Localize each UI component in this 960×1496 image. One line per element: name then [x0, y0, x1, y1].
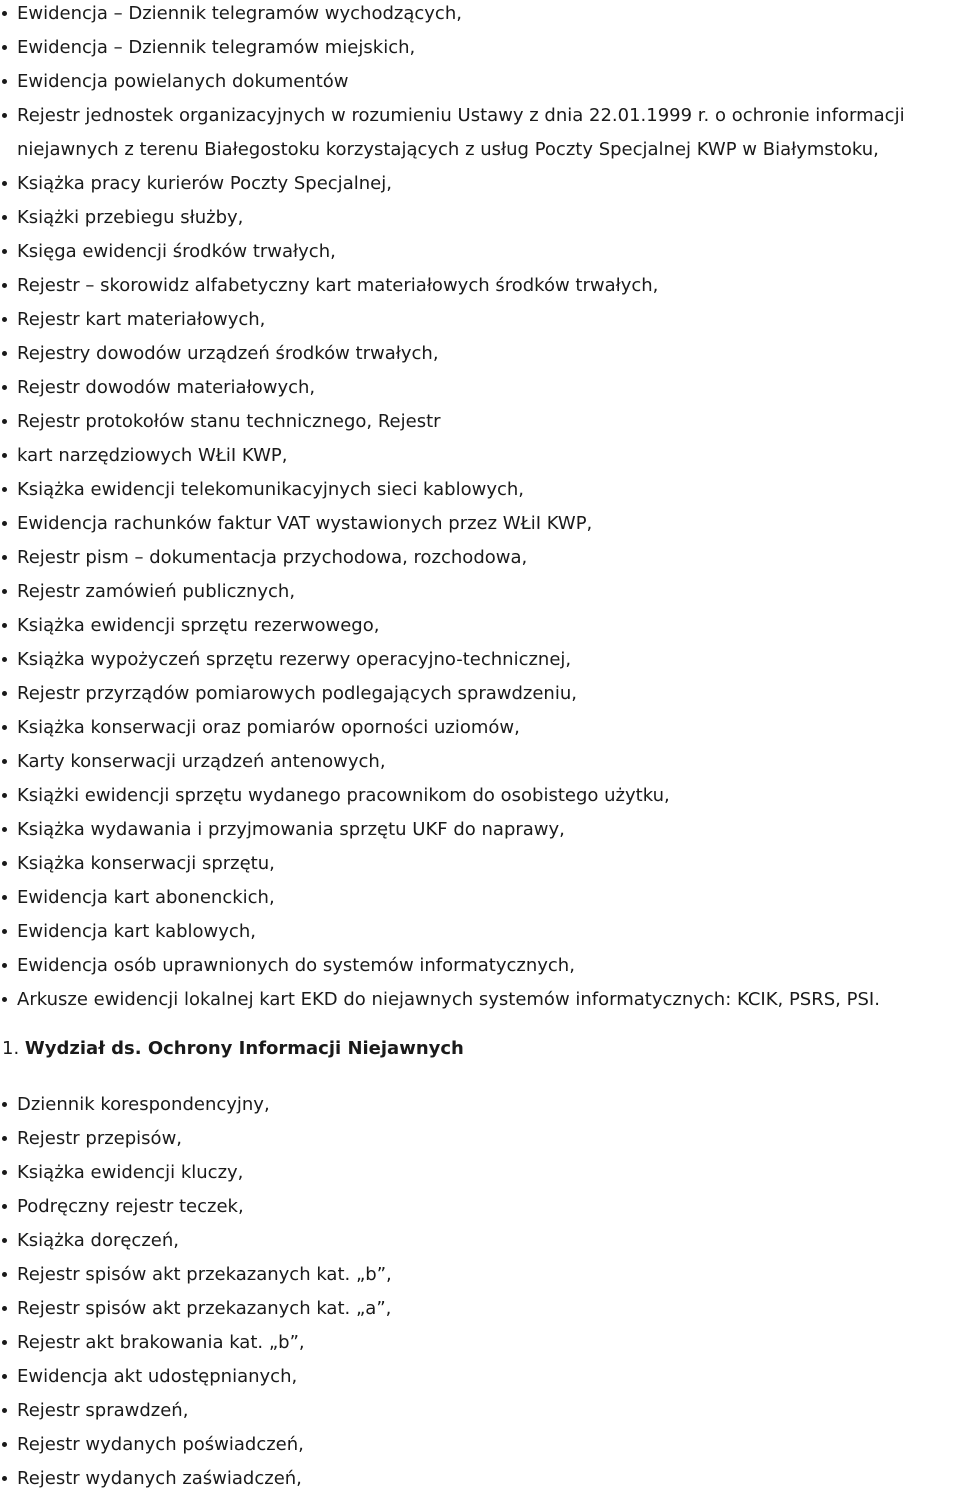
list-item: Książka ewidencji sprzętu rezerwowego,: [0, 609, 960, 643]
list-item: Rejestr wydanych poświadczeń,: [0, 1428, 960, 1462]
list-item: Rejestr sprawdzeń,: [0, 1394, 960, 1428]
list-item: Rejestr wydanych zaświadczeń,: [0, 1462, 960, 1496]
list-item: Rejestr dowodów materiałowych,: [0, 371, 960, 405]
list-item: Dziennik korespondencyjny,: [0, 1088, 960, 1122]
list-item: Książka wydawania i przyjmowania sprzętu UKF do naprawy,: [0, 813, 960, 847]
list-item: Rejestr jednostek organizacyjnych w rozumieniu Ustawy z dnia 22.01.1999 r. o ochronie informacji niejawnych z terenu Białegostoku korzystających z usług Poczty Specjalnej KWP w Białymstoku,: [0, 99, 952, 167]
list-item: Ewidencja – Dziennik telegramów miejskich,: [0, 31, 960, 65]
list-item: Ewidencja powielanych dokumentów: [0, 65, 960, 99]
list-item: Ewidencja osób uprawnionych do systemów informatycznych,: [0, 949, 960, 983]
section-records-list: [0, 1088, 960, 1496]
list-item: Księga ewidencji środków trwałych,: [0, 235, 960, 269]
list-item: Rejestr przyrządów pomiarowych podlegających sprawdzeniu,: [0, 677, 960, 711]
section-number: 1.: [2, 1038, 20, 1059]
list-item: Rejestr kart materiałowych,: [0, 303, 960, 337]
list-item: Karty konserwacji urządzeń antenowych,: [0, 745, 960, 779]
section-heading: [2, 1032, 464, 1066]
list-item: Rejestr spisów akt przekazanych kat. „b”,: [0, 1258, 960, 1292]
list-item: Rejestr zamówień publicznych,: [0, 575, 960, 609]
list-item: Książka konserwacji sprzętu,: [0, 847, 960, 881]
list-item: Ewidencja kart abonenckich,: [0, 881, 960, 915]
list-item: Książka ewidencji telekomunikacyjnych sieci kablowych,: [0, 473, 960, 507]
list-item: Książka wypożyczeń sprzętu rezerwy operacyjno-technicznej,: [0, 643, 960, 677]
section-title: Wydział ds. Ochrony Informacji Niejawnych: [24, 1038, 464, 1059]
list-item: Książka doręczeń,: [0, 1224, 960, 1258]
list-item: Książka pracy kurierów Poczty Specjalnej,: [0, 167, 960, 201]
list-item: Rejestr – skorowidz alfabetyczny kart materiałowych środków trwałych,: [0, 269, 960, 303]
list-item: Książki przebiegu służby,: [0, 201, 960, 235]
list-item: Rejestry dowodów urządzeń środków trwałych,: [0, 337, 960, 371]
list-item: Książka ewidencji kluczy,: [0, 1156, 960, 1190]
list-item: Ewidencja kart kablowych,: [0, 915, 960, 949]
list-item: Rejestr spisów akt przekazanych kat. „a”,: [0, 1292, 960, 1326]
list-item: Rejestr protokołów stanu technicznego, Rejestr: [0, 405, 960, 439]
list-item: Ewidencja akt udostępnianych,: [0, 1360, 960, 1394]
list-item: Książki ewidencji sprzętu wydanego pracownikom do osobistego użytku,: [0, 779, 960, 813]
list-item: Podręczny rejestr teczek,: [0, 1190, 960, 1224]
list-item: Książka konserwacji oraz pomiarów oporności uziomów,: [0, 711, 960, 745]
list-item: Arkusze ewidencji lokalnej kart EKD do niejawnych systemów informatycznych: KCIK, PSRS, PSI.: [0, 983, 960, 1017]
list-item: Ewidencja – Dziennik telegramów wychodzących,: [0, 0, 960, 31]
list-item: Rejestr pism – dokumentacja przychodowa, rozchodowa,: [0, 541, 960, 575]
list-item: Rejestr akt brakowania kat. „b”,: [0, 1326, 960, 1360]
list-item: kart narzędziowych WŁiI KWP,: [0, 439, 960, 473]
list-item: Ewidencja rachunków faktur VAT wystawionych przez WŁiI KWP,: [0, 507, 960, 541]
list-item: Rejestr przepisów,: [0, 1122, 960, 1156]
